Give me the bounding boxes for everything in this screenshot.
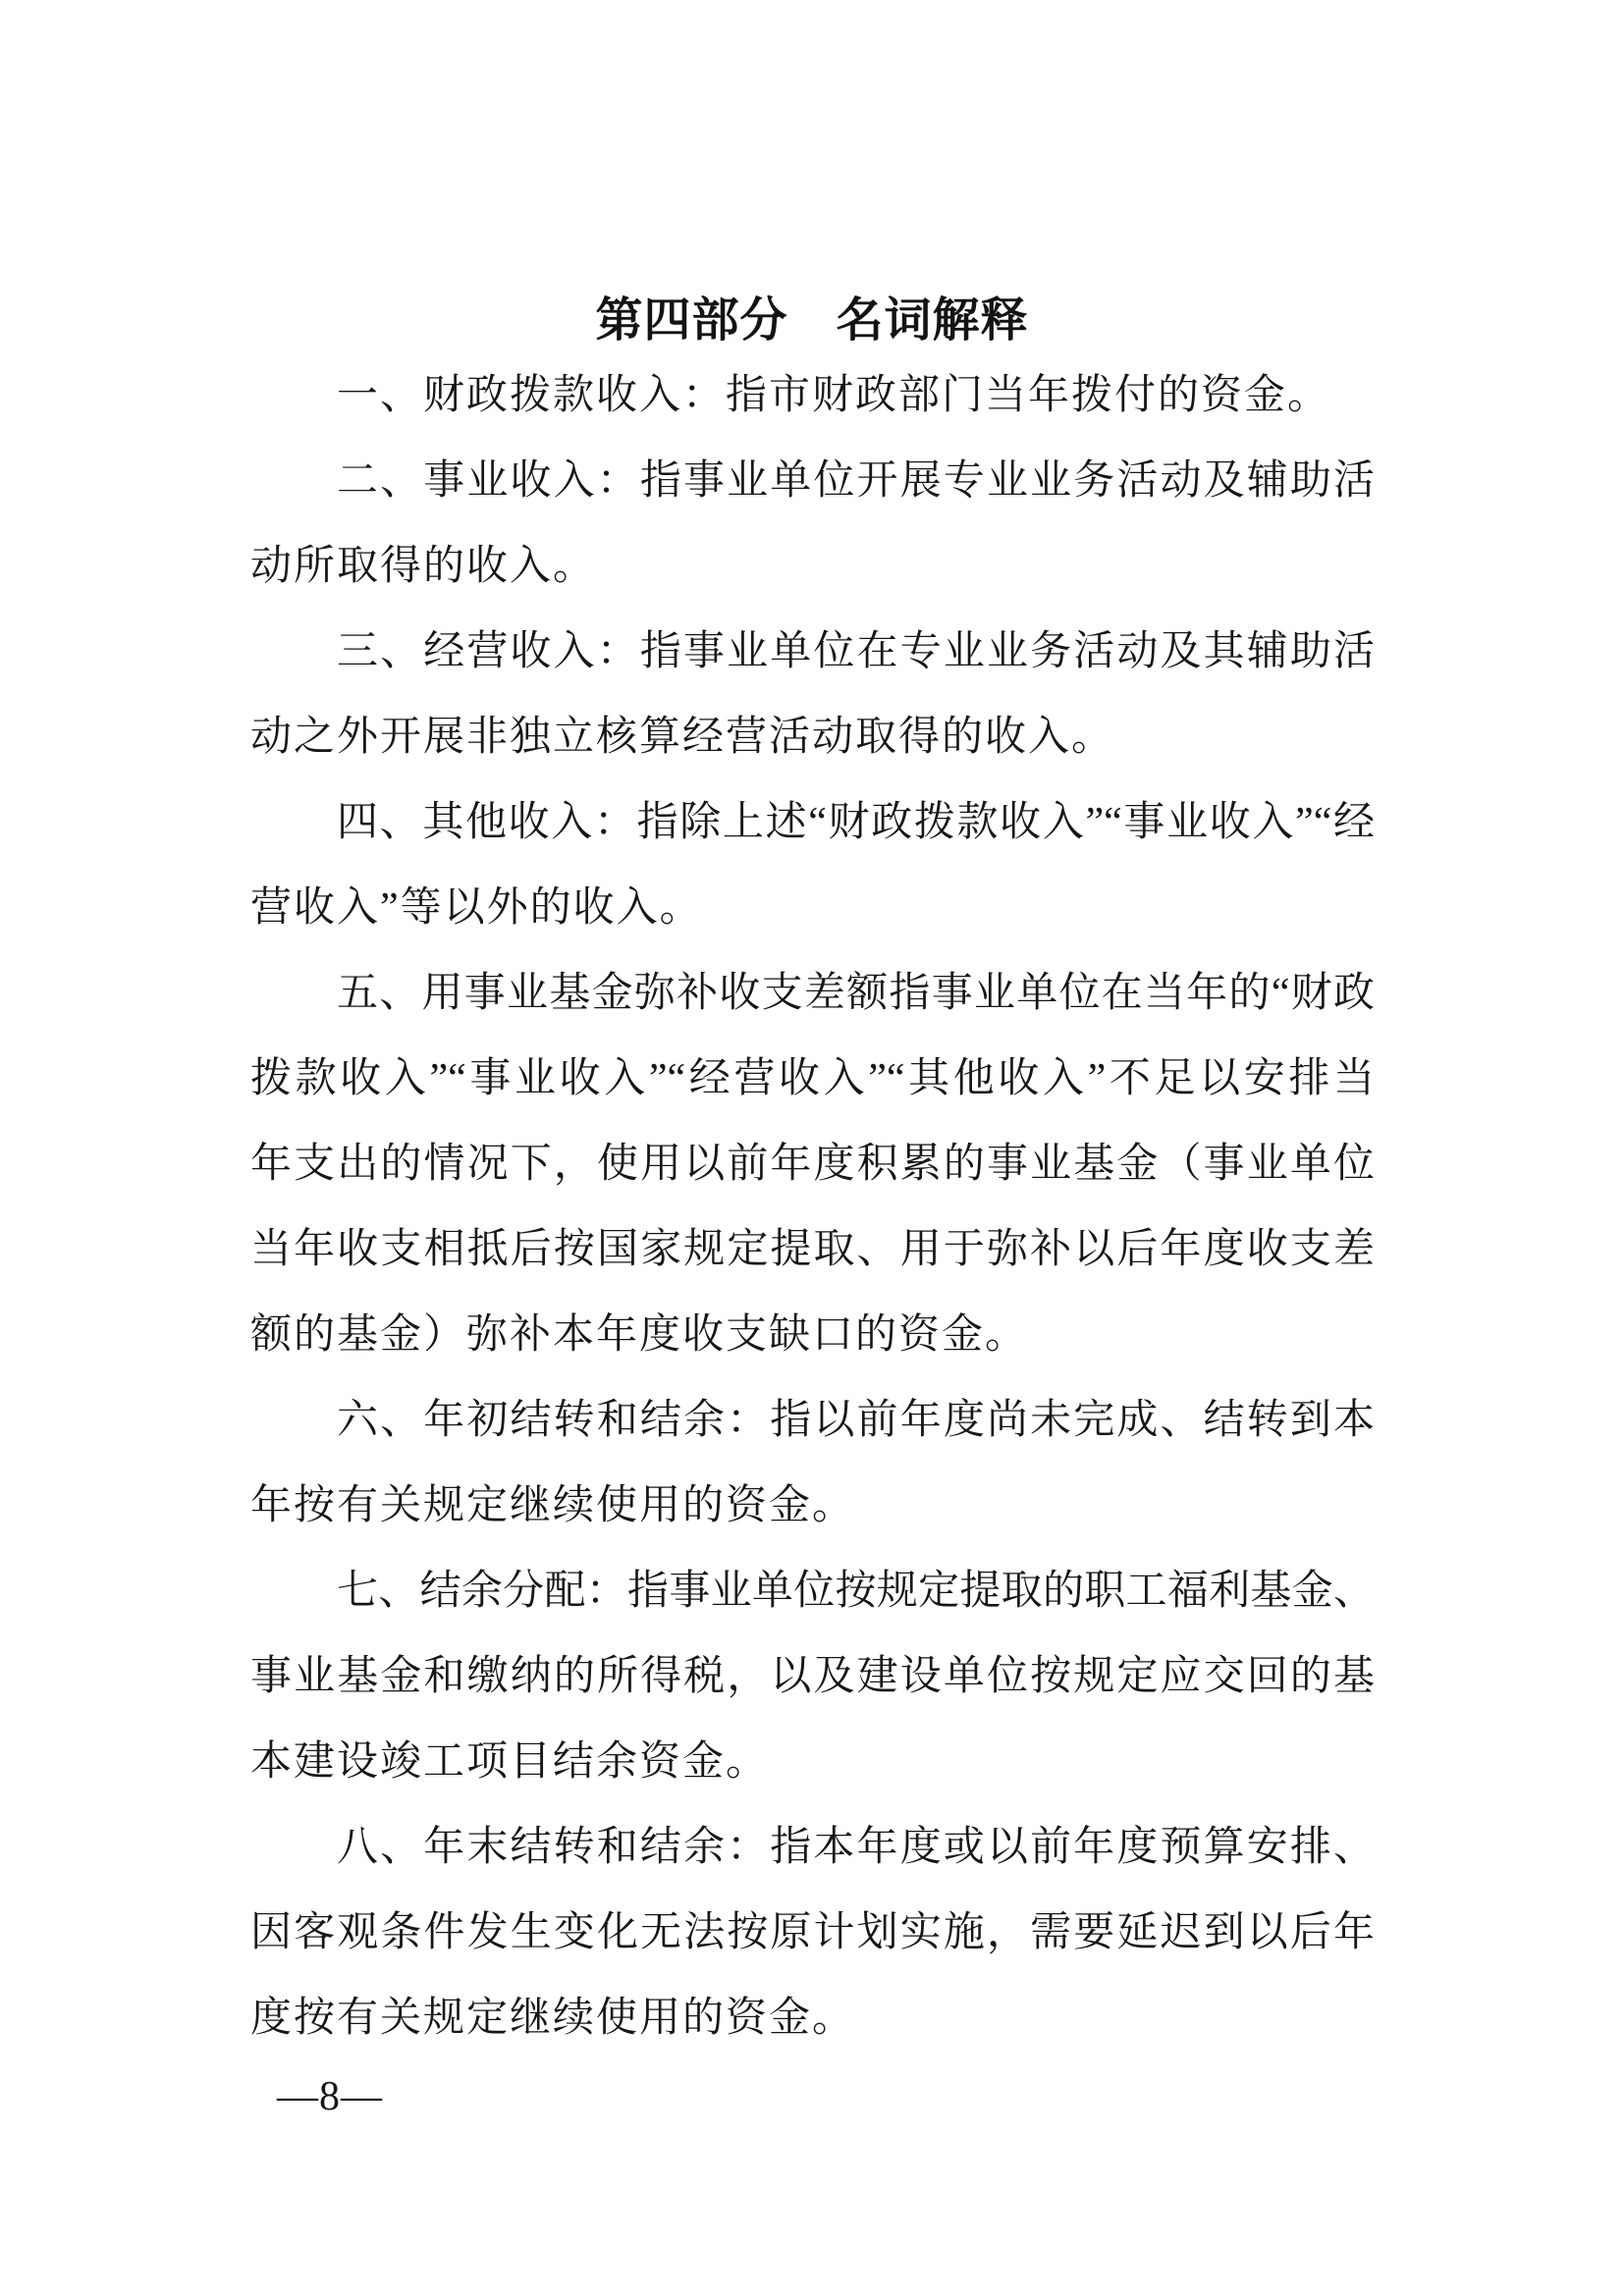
text-line: 事业基金和缴纳的所得税，以及建设单位按规定应交回的基: [250, 1654, 1375, 1699]
text-line: 八、年末结转和结余：指本年度或以前年度预算安排、: [337, 1825, 1375, 1870]
text-line: 动之外开展非独立核算经营活动取得的收入。: [250, 715, 1115, 760]
text-line: 年支出的情况下，使用以前年度积累的事业基金（事业单位: [250, 1142, 1375, 1187]
text-line: 四、其他收入：指除上述“财政拨款收入”“事业收入”“经: [337, 800, 1375, 845]
text-line: 拨款收入”“事业收入”“经营收入”“其他收入”不足以安排当: [250, 1056, 1375, 1101]
text-line: 当年收支相抵后按国家规定提取、用于弥补以后年度收支差: [250, 1227, 1375, 1272]
text-line: 年按有关规定继续使用的资金。: [250, 1483, 856, 1528]
text-line: 额的基金）弥补本年度收支缺口的资金。: [250, 1312, 1029, 1358]
text-line: 二、事业收入：指事业单位开展专业业务活动及辅助活: [337, 458, 1375, 504]
text-line: 七、结余分配：指事业单位按规定提取的职工福利基金、: [337, 1569, 1375, 1614]
text-line: 三、经营收入：指事业单位在专业业务活动及其辅助活: [337, 629, 1375, 674]
text-line: 营收入”等以外的收入。: [250, 885, 703, 931]
text-line: 动所取得的收入。: [250, 544, 597, 589]
text-line: 五、用事业基金弥补收支差额指事业单位在当年的“财政: [337, 971, 1375, 1016]
text-line: 本建设竣工项目结余资金。: [250, 1739, 770, 1785]
text-line: 度按有关规定继续使用的资金。: [250, 1996, 856, 2041]
text-line: 因客观条件发生变化无法按原计划实施，需要延迟到以后年: [250, 1910, 1375, 1955]
page-number: —8—: [277, 2074, 383, 2119]
body-text: [250, 353, 1375, 2061]
text-line: 一、财政拨款收入：指市财政部门当年拨付的资金。: [337, 373, 1331, 418]
text-line: 六、年初结转和结余：指以前年度尚未完成、结转到本: [337, 1398, 1375, 1443]
section-title: 第四部分 名词解释: [595, 294, 1029, 347]
